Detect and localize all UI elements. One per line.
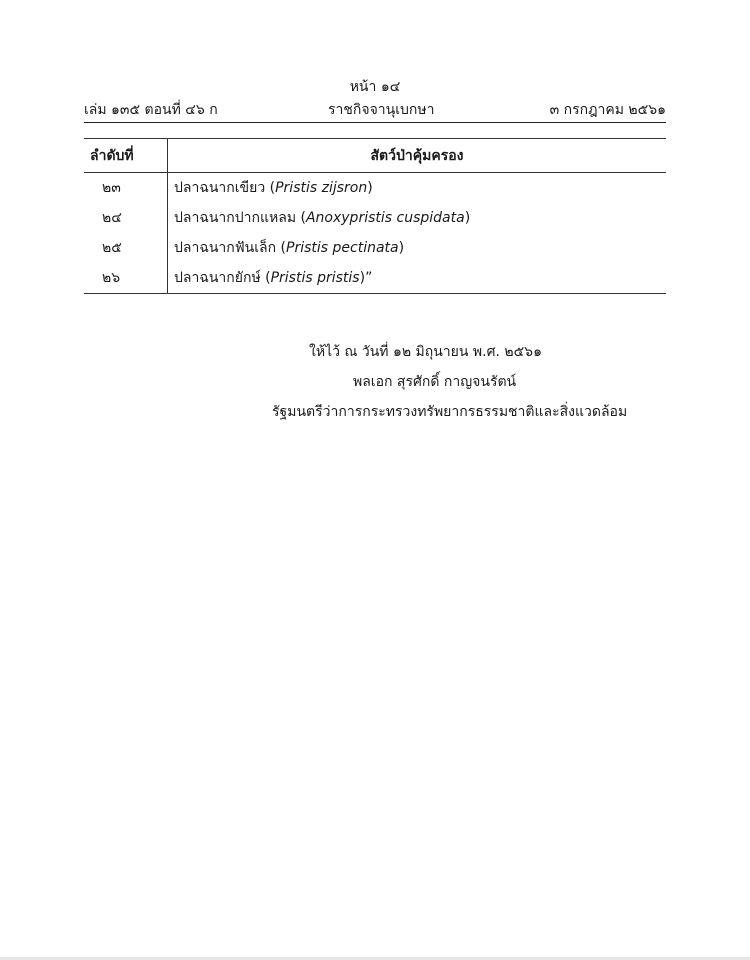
row-number: ๒๖ [84,263,168,294]
table-row [84,203,666,233]
publication-date: ๓ กรกฎาคม ๒๕๖๑ [549,102,666,118]
publication-title: ราชกิจจานุเบกษา [328,102,435,118]
signatory-name: พลเอก สุรศักดิ์ กาญจนรัตน์ [353,374,517,390]
row-number: ๒๔ [84,203,168,233]
species-thai-name: ปลาฉนากปากแหลม ( [174,210,306,226]
table-row [84,233,666,263]
volume-issue: เล่ม ๑๓๕ ตอนที่ ๔๖ ก [84,102,218,118]
gazette-header [84,99,666,119]
species-name [168,173,667,204]
table-row [84,173,666,204]
species-name [168,233,667,263]
column-header-order: ลำดับที่ [84,139,168,173]
species-thai-name: ปลาฉนากยักษ์ ( [174,270,271,286]
signatory-title: รัฐมนตรีว่าการกระทรวงทรัพยากรธรรมชาติและสิ่งแวดล้อม [272,404,628,420]
page-number: หน้า ๑๔ [349,79,401,95]
species-scientific-name: Pristis pristis [270,270,360,286]
protected-species-table [84,138,666,294]
species-suffix: )” [359,270,373,286]
species-name [168,203,667,233]
species-scientific-name: Pristis zijsron [275,180,368,196]
species-name [168,263,667,294]
species-scientific-name: Anoxypristis cuspidata [305,210,465,226]
species-suffix: ) [367,180,373,196]
species-thai-name: ปลาฉนากเขียว ( [174,180,276,196]
row-number: ๒๕ [84,233,168,263]
species-suffix: ) [464,210,471,226]
species-thai-name: ปลาฉนากฟันเล็ก ( [174,240,287,256]
header-divider [84,122,666,123]
signing-date: ให้ไว้ ณ วันที่ ๑๒ มิถุนายน พ.ศ. ๒๕๖๑ [309,344,542,360]
species-scientific-name: Pristis pectinata [286,240,399,256]
row-number: ๒๓ [84,173,168,204]
table-header-row [84,139,666,173]
table-row [84,263,666,294]
species-suffix: ) [398,240,405,256]
column-header-species: สัตว์ป่าคุ้มครอง [168,139,667,173]
